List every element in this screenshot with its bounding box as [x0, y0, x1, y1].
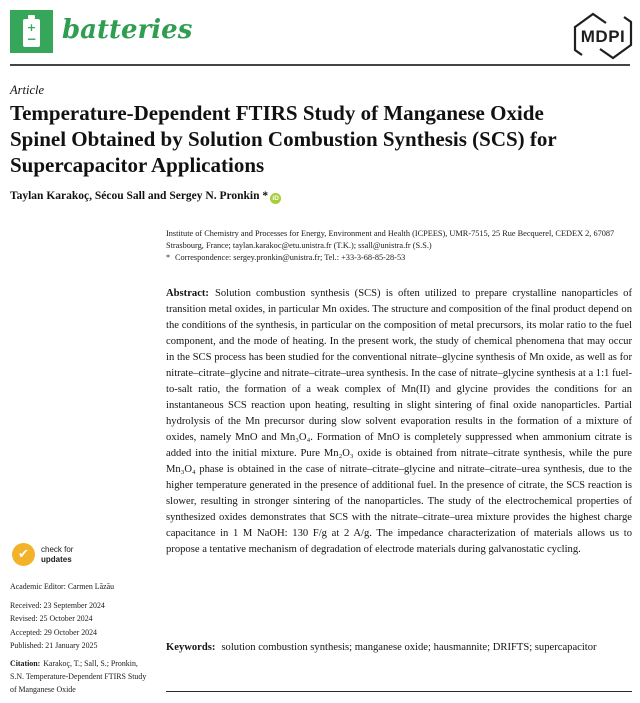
battery-icon-body: [23, 19, 40, 47]
section-divider: [166, 691, 632, 692]
academic-editor-line: Academic Editor: Carmen Lăzău: [10, 582, 115, 591]
badge-line1: check for: [41, 545, 74, 554]
author-line: [10, 190, 281, 204]
received-date: Received: 23 September 2024: [10, 601, 105, 610]
keywords-paragraph: [166, 640, 632, 656]
keywords-label: Keywords:: [166, 642, 216, 653]
abstract-label: Abstract:: [166, 288, 209, 299]
revised-date: Revised: 25 October 2024: [10, 614, 93, 624]
header-divider: [10, 64, 630, 66]
page-title: Temperature-Dependent FTIRS Study of Manganese Oxide Spinel Obtained by Solution Combustion Synthesis (SCS) for Supercapacitor Applications: [10, 101, 557, 177]
correspondence-asterisk: *: [166, 253, 171, 262]
affiliation-block: [166, 228, 632, 264]
citation-block: [10, 657, 152, 696]
battery-minus-symbol: −: [26, 32, 37, 46]
correspondence-line: [166, 252, 632, 264]
mdpi-logo[interactable]: [572, 11, 634, 61]
published-date: Published: 21 January 2025: [10, 641, 98, 651]
abstract-paragraph: [166, 286, 632, 558]
accepted-date: Accepted: 29 October 2024: [10, 627, 97, 637]
batteries-journal-logo[interactable]: [10, 10, 53, 53]
citation-label: Citation:: [10, 659, 41, 668]
article-type-label: Article: [10, 83, 45, 97]
check-for-updates-label: [41, 545, 73, 564]
check-icon: ✔: [12, 543, 35, 566]
author-names: Taylan Karakoç, Sécou Sall and Sergey N. Pronkin: [10, 190, 260, 202]
mdpi-logo-text: MDPI: [580, 27, 626, 46]
keywords-text: solution combustion synthesis; manganese oxide; hausmannite; DRIFTS; supercapacitor: [221, 642, 597, 653]
abstract-text: Solution combustion synthesis (SCS) is often utilized to prepare crystalline nanoparticles of transition metal oxides, in particular Mn oxides. The structure and composition of the final product depend on the conditions of the synthesis, in particular on the composition of metal precursors, its molar ratio to the fuel component, and the mode of heating. In the present work, the study of chemical phenomena that may occur in the SCS process has been studied for the conventional nitrate–glycine synthesis of Mn oxide, as well as for nitrate–citrate–glycine and nitrate–citrate–urea synthesis. In the case of nitrate–glycine synthesis at a 1:1 fuel-to-salt ratio, the formation of a weak complex of Mn(II) and glycine provides the conditions for an instantaneous SCS reaction upon heating, resulting in slight sintering of final oxide nanoparticles. Partial hydrolysis of the Mn precursor during slow solvent evaporation results in the formation of a mixture of oxides, namely MnO and Mn₃O₄. Formation of MnO is completely suppressed when ammonium citrate is added into the initial mixture. Pure Mn₂O₃ oxide is obtained from nitrate–citrate synthesis, while the pure Mn₃O₄ phase is obtained in the case of nitrate–citrate–glycine and nitrate–citrate–urea synthesis, due to the higher temperature generated in the presence of additional fuel. In the presence of citrate, the SCS reaction is slower, resulting in stronger sintering of the nanoparticles. The study of the electrochemical properties of synthesized oxides demonstrates that SCS with the nitrate–citrate–urea mixture provides the highest charge capacitance in 1 M NaOH: 130 F/g at 2 A/g. The impedance characterization of materials allows us to propose a tentative mechanism of degradation of electrode materials during galvanostatic cycling.: [166, 288, 632, 555]
battery-plus-symbol: +: [26, 21, 37, 34]
orcid-icon[interactable]: iD: [270, 193, 281, 204]
corresponding-author-asterisk: *: [262, 190, 269, 202]
badge-line2: updates: [41, 554, 72, 564]
citation-text: Karakoç, T.; Sall, S.; Pronkin, S.N. Temperature-Dependent FTIRS Study of Manganese Oxide: [10, 659, 147, 694]
article-history-dates: [10, 599, 160, 653]
affiliation-text: Institute of Chemistry and Processes for Energy, Environment and Health (ICPEES), UMR-7515, 25 Rue Becquerel, CEDEX 2, 67087 Strasbourg, France; taylan.karakoc@etu.unistra.fr (T.K.); ssall@unistra.fr (S.S.): [166, 229, 615, 250]
journal-name: batteries: [62, 15, 193, 45]
check-for-updates-badge[interactable]: [12, 543, 73, 566]
correspondence-text: Correspondence: sergey.pronkin@unistra.fr; Tel.: +33-3-68-85-28-53: [175, 253, 406, 262]
